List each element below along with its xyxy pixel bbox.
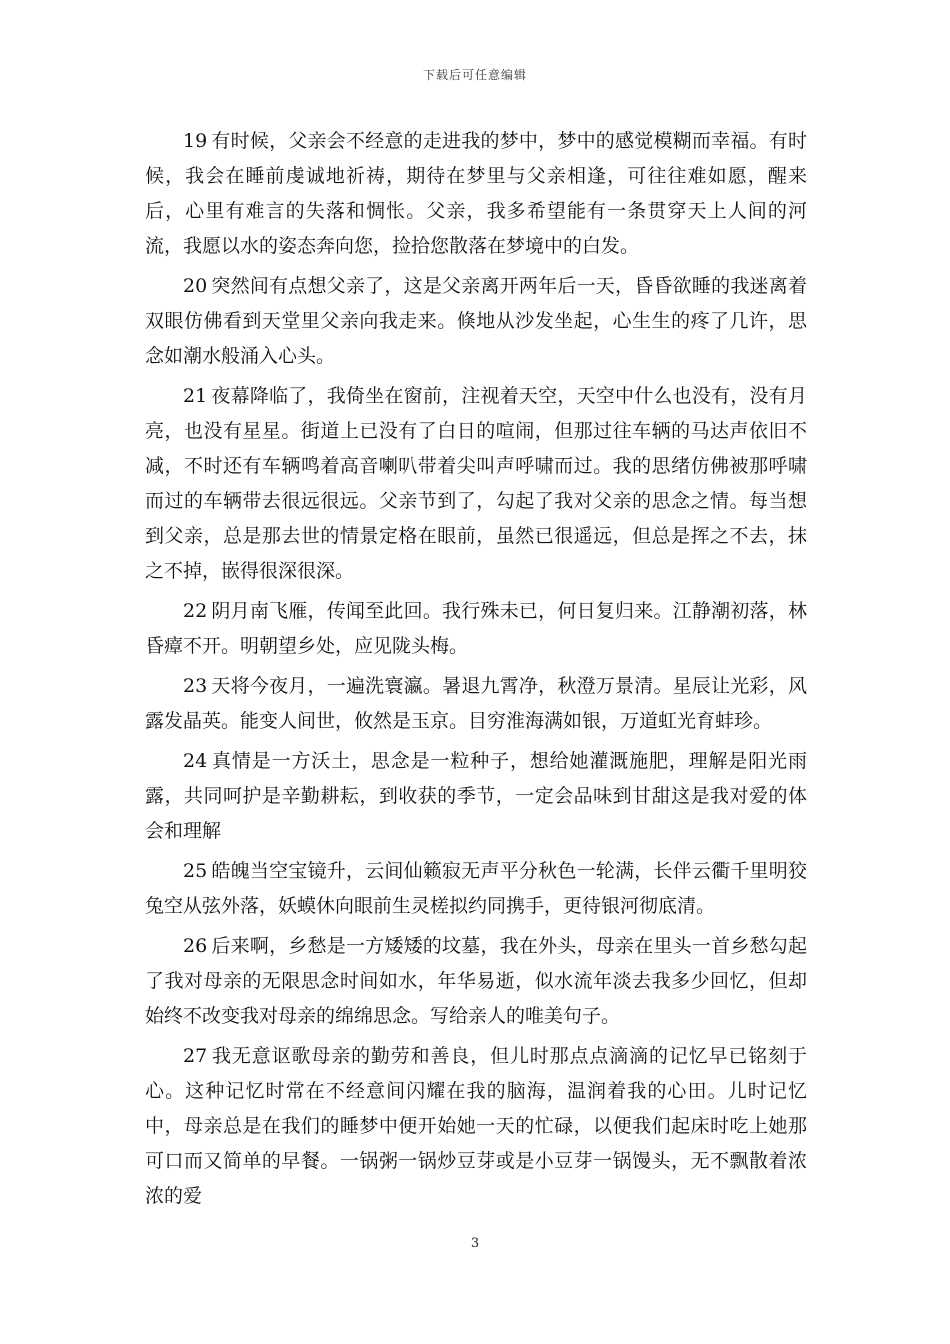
paragraph-text: 后来啊，乡愁是一方矮矮的坟墓，我在外头，母亲在里头一首乡愁勾起了我对母亲的无限思念时间如水，年华易逝，似水流年淡去我多少回忆，但却始终不改变我对母亲的绵绵思念。写给亲人的唯美句子。 xyxy=(145,935,807,1027)
paragraph-number: 19 xyxy=(183,130,208,152)
paragraph-19 xyxy=(145,124,807,264)
paragraph-number: 27 xyxy=(183,1045,208,1067)
paragraph-23 xyxy=(145,669,807,739)
paragraph-text: 夜幕降临了，我倚坐在窗前，注视着天空，天空中什么也没有，没有月亮，也没有星星。街道上已没有了白日的喧闹，但那过往车辆的马达声依旧不减，不时还有车辆鸣着高音喇叭带着尖叫声呼啸而过。我的思绪仿佛被那呼啸而过的车辆带去很远很远。父亲节到了，勾起了我对父亲的思念之情。每当想到父亲，总是那去世的情景定格在眼前，虽然已很遥远，但总是挥之不去，抹之不掉，嵌得很深很深。 xyxy=(145,385,807,582)
paragraph-number: 26 xyxy=(183,935,208,957)
page-number: 3 xyxy=(470,1236,480,1251)
paragraph-number: 24 xyxy=(183,750,208,772)
paragraph-number: 20 xyxy=(183,275,208,297)
paragraph-text: 真情是一方沃土，思念是一粒种子，想给她灌溉施肥，理解是阳光雨露，共同呵护是辛勤耕耘，到收获的季节，一定会品味到甘甜这是我对爱的体会和理解 xyxy=(145,750,807,842)
paragraph-number: 21 xyxy=(183,385,208,407)
paragraph-21 xyxy=(145,379,807,589)
paragraph-text: 我无意讴歌母亲的勤劳和善良，但儿时那点点滴滴的记忆早已铭刻于心。这种记忆时常在不经意间闪耀在我的脑海，温润着我的心田。儿时记忆中，母亲总是在我们的睡梦中便开始她一天的忙碌，以便我们起床时吃上她那可口而又简单的早餐。一锅粥一锅炒豆芽或是小豆芽一锅馒头，无不飘散着浓浓的爱 xyxy=(145,1045,807,1207)
paragraph-text: 天将今夜月，一遍洗寰瀛。暑退九霄净，秋澄万景清。星辰让光彩，风露发晶英。能变人间世，攸然是玉京。目穷淮海满如银，万道虹光育蚌珍。 xyxy=(145,675,807,732)
paragraph-22 xyxy=(145,594,807,664)
paragraph-text: 突然间有点想父亲了，这是父亲离开两年后一天，昏昏欲睡的我迷离着双眼仿佛看到天堂里父亲向我走来。倏地从沙发坐起，心生生的疼了几许，思念如潮水般涌入心头。 xyxy=(145,275,807,367)
paragraph-24 xyxy=(145,744,807,849)
paragraph-number: 23 xyxy=(183,675,208,697)
paragraph-number: 25 xyxy=(183,860,208,882)
page-header: 下载后可任意编辑 xyxy=(422,68,527,82)
paragraph-text: 皓魄当空宝镜升，云间仙籁寂无声平分秋色一轮满，长伴云衢千里明狡兔空从弦外落，妖蟆休向眼前生灵槎拟约同携手，更待银河彻底清。 xyxy=(145,860,807,917)
paragraph-26 xyxy=(145,929,807,1034)
document-body xyxy=(145,124,807,1219)
paragraph-number: 22 xyxy=(183,600,208,622)
paragraph-text: 阴月南飞雁，传闻至此回。我行殊未已，何日复归来。江静潮初落，林昏瘴不开。明朝望乡处，应见陇头梅。 xyxy=(145,600,807,657)
paragraph-text: 有时候，父亲会不经意的走进我的梦中，梦中的感觉模糊而幸福。有时候，我会在睡前虔诚地祈祷，期待在梦里与父亲相逢，可往往难如愿，醒来后，心里有难言的失落和惆怅。父亲，我多希望能有一条贯穿天上人间的河流，我愿以水的姿态奔向您，捡拾您散落在梦境中的白发。 xyxy=(145,130,807,257)
paragraph-27 xyxy=(145,1039,807,1214)
paragraph-20 xyxy=(145,269,807,374)
paragraph-25 xyxy=(145,854,807,924)
